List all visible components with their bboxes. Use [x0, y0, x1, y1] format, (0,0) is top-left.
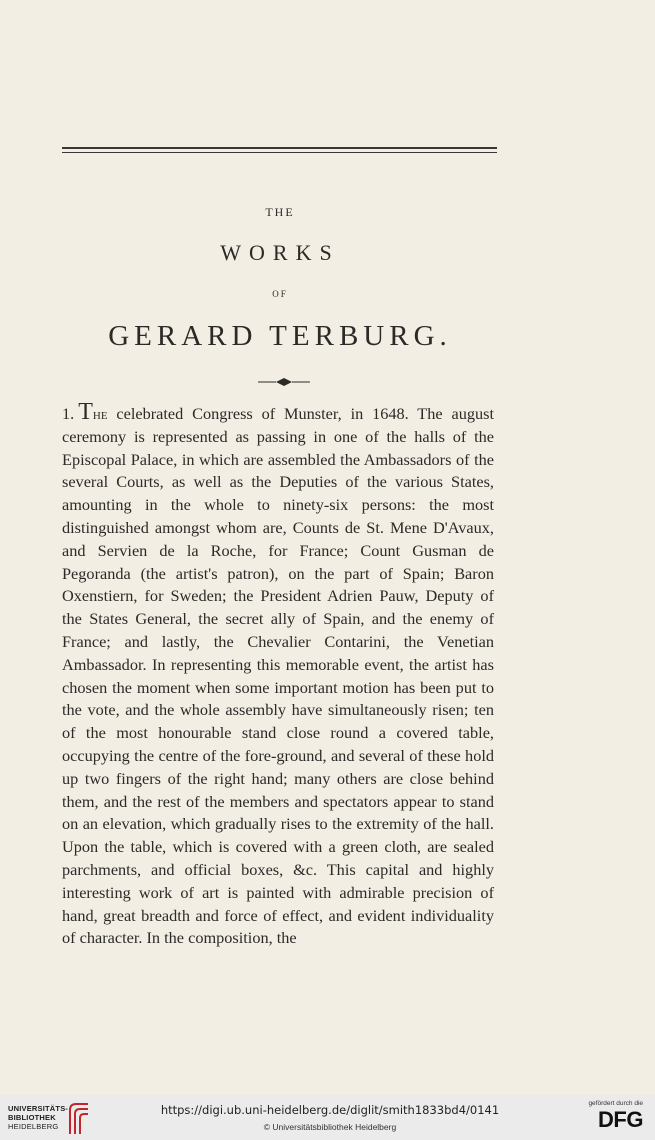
drop-cap: T	[78, 399, 93, 425]
title-of: OF	[272, 289, 288, 299]
small-caps-word: he	[92, 404, 108, 423]
paragraph-number: 1.	[62, 404, 75, 423]
paragraph-text: celebrated Congress of Munster, in 1648. The august ceremony is represented as passing in one of the halls of the Episcopal Palace, in which are assembled the Ambassadors of the several Courts, as well as the Deputies of the various States, amounting in the whole to ninety-six persons: the most distinguished amongst whom are, Counts de St. Mene D'Avaux, and Servien de la Roche, for France; Count Gusman de Pegoranda (the artist's patron), on the part of Spain; Baron Oxenstiern, for Sweden; the President Adrien Pauw, Deputy of the States General, the secret ally of Spain, and the enemy of France; and lastly, the Chevalier Contarini, the Venetian Ambassador. In representing this memorable event, the artist has chosen the moment when some important motion has been put to the vote, and the whole assembly have simultaneously risen; ten of the most honourable stand close round a covered table, occupying the centre of the fore-ground, and several of these hold up two fingers of the right hand; many others are close behind them, and the rest of the members and spectators appear to stand on an elevation, which gradually rises to the extremity of the hall. Upon the table, which is covered with a green cloth, are sealed parchments, and official boxes, &c. This capital and highly interesting work of art is painted with admirable precision of hand, great breadth and force of effect, and evident individuality of character. In the composition, the	[62, 404, 494, 948]
title-works: WORKS	[220, 240, 340, 265]
title-artist-name: GERARD TERBURG.	[108, 320, 452, 352]
library-name-line2: BIBLIOTHEK	[8, 1113, 56, 1122]
library-name-line1: UNIVERSITÄTS-	[8, 1104, 69, 1113]
library-name-line3: HEIDELBERG	[8, 1122, 59, 1131]
header-rule-thin	[62, 152, 497, 153]
title-the: THE	[265, 205, 295, 219]
dfg-logo[interactable]: DFG	[598, 1107, 643, 1132]
permalink-url[interactable]: https://digi.ub.uni-heidelberg.de/diglit/smith1833bd4/0141	[160, 1103, 500, 1117]
ornament-divider-icon	[258, 376, 310, 388]
header-rule-thick	[62, 147, 497, 149]
viewer-footer	[0, 1095, 655, 1140]
funded-by-label: gefördert durch die	[588, 1100, 643, 1107]
university-library-logo-icon[interactable]	[66, 1100, 92, 1136]
paragraph-1	[62, 399, 494, 950]
copyright-notice: © Universitätsbibliothek Heidelberg	[263, 1122, 397, 1132]
